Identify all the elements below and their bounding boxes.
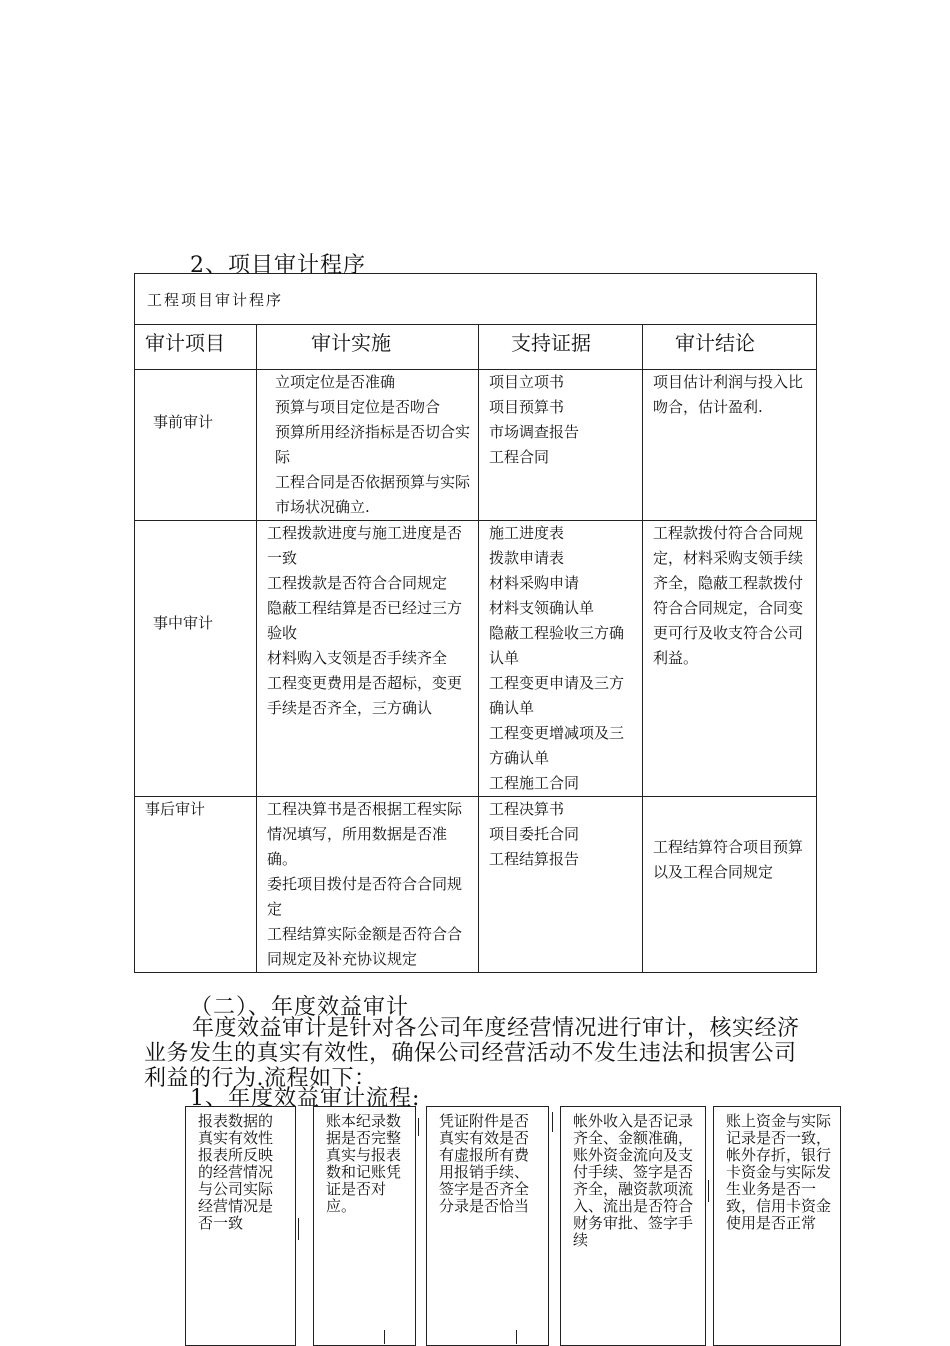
header-cell: 审计项目 [135, 325, 257, 370]
evidence-item: 项目立项书 [489, 373, 565, 391]
implementation-item: 预算所用经济指标是否切合实际 [275, 423, 471, 466]
flow-heading: 1、年度效益审计流程: [190, 1086, 421, 1111]
evidence-item: 市场调查报告 [489, 423, 580, 441]
header-cell: 审计结论 [643, 325, 817, 370]
table-row [135, 370, 817, 521]
implementation-item: 工程拨款是否符合合同规定 [267, 574, 448, 592]
section2-paragraph: 年度效益审计是针对各公司年度经营情况进行审计，核实经济业务发生的真实有效性，确保公司经营活动不发生违法和损害公司利益的行为.流程如下： [144, 1016, 800, 1091]
section2-heading: （二）、年度效益审计 [190, 995, 410, 1020]
evidence-cell [479, 797, 643, 973]
evidence-item: 工程决算书 [489, 800, 565, 818]
stage-cell: 事前审计 [135, 370, 257, 521]
flow-connector [516, 1330, 517, 1344]
evidence-item: 工程变更申请及三方确认单 [489, 674, 625, 717]
section-heading: 2、项目审计程序 [190, 253, 366, 278]
evidence-item: 材料采购申请 [489, 574, 580, 592]
audit-procedure-table [134, 273, 817, 973]
table-row [135, 797, 817, 973]
conclusion-cell: 工程款拨付符合合同规定，材料采购支领手续齐全，隐蔽工程款拨付符合合同规定，合同变更可行及收支符合公司利益。 [643, 521, 817, 797]
table-row [135, 521, 817, 797]
flow-box: 帐外收入是否记录齐全、金额准确，账外资金流向及支付手续、签字是否齐全，融资款项流入、流出是否符合财务审批、签字手续 [560, 1106, 706, 1346]
implementation-item: 立项定位是否准确 [275, 373, 396, 391]
evidence-item: 施工进度表 [489, 524, 565, 542]
implementation-item: 工程变更费用是否超标，变更手续是否齐全，三方确认 [267, 674, 463, 717]
flow-box: 账上资金与实际记录是否一致，帐外存折，银行卡资金与实际发生业务是否一致，信用卡资金使用是否正常 [713, 1106, 841, 1346]
flow-connector [298, 1218, 299, 1240]
stage-cell: 事中审计 [135, 521, 257, 797]
conclusion-cell: 工程结算符合项目预算以及工程合同规定 [643, 797, 817, 973]
implementation-item: 工程决算书是否根据工程实际情况填写，所用数据是否准确。 [267, 800, 463, 868]
implementation-cell [257, 521, 479, 797]
flow-box: 账本纪录数据是否完整真实与报表数和记账凭证是否对应。 [313, 1106, 416, 1346]
flow-connector [708, 1180, 709, 1202]
implementation-item: 材料购入支领是否手续齐全 [267, 649, 448, 667]
implementation-item: 隐蔽工程结算是否已经过三方验收 [267, 599, 463, 642]
header-cell: 支持证据 [479, 325, 643, 370]
evidence-item: 工程施工合同 [489, 774, 580, 792]
flow-box: 报表数据的真实有效性报表所反映的经营情况与公司实际经营情况是否一致 [185, 1106, 296, 1346]
implementation-cell [257, 370, 479, 521]
evidence-item: 项目预算书 [489, 398, 565, 416]
evidence-item: 工程变更增减项及三方确认单 [489, 724, 625, 767]
evidence-item: 工程合同 [489, 448, 550, 466]
flow-connector [384, 1330, 385, 1344]
implementation-item: 工程拨款进度与施工进度是否一致 [267, 524, 463, 567]
evidence-item: 项目委托合同 [489, 825, 580, 843]
implementation-item: 工程合同是否依据预算与实际市场状况确立. [275, 473, 471, 516]
evidence-item: 隐蔽工程验收三方确认单 [489, 624, 625, 667]
implementation-cell [257, 797, 479, 973]
implementation-item: 预算与项目定位是否吻合 [275, 398, 441, 416]
implementation-item: 工程结算实际金额是否符合合同规定及补充协议规定 [267, 925, 463, 968]
evidence-cell [479, 521, 643, 797]
conclusion-cell: 项目估计利润与投入比吻合，估计盈利. [643, 370, 817, 521]
evidence-item: 工程结算报告 [489, 850, 580, 868]
implementation-item: 委托项目拨付是否符合合同规定 [267, 875, 463, 918]
table-title: 工程项目审计程序 [135, 274, 817, 325]
flow-connector [418, 1118, 419, 1136]
header-cell: 审计实施 [257, 325, 479, 370]
evidence-item: 拨款申请表 [489, 549, 565, 567]
evidence-item: 材料支领确认单 [489, 599, 595, 617]
flow-connector [552, 1112, 553, 1132]
evidence-cell [479, 370, 643, 521]
flow-box: 凭证附件是否真实有效是否有虚报所有费用报销手续、签字是否齐全分录是否恰当 [426, 1106, 549, 1346]
stage-cell: 事后审计 [135, 797, 257, 973]
